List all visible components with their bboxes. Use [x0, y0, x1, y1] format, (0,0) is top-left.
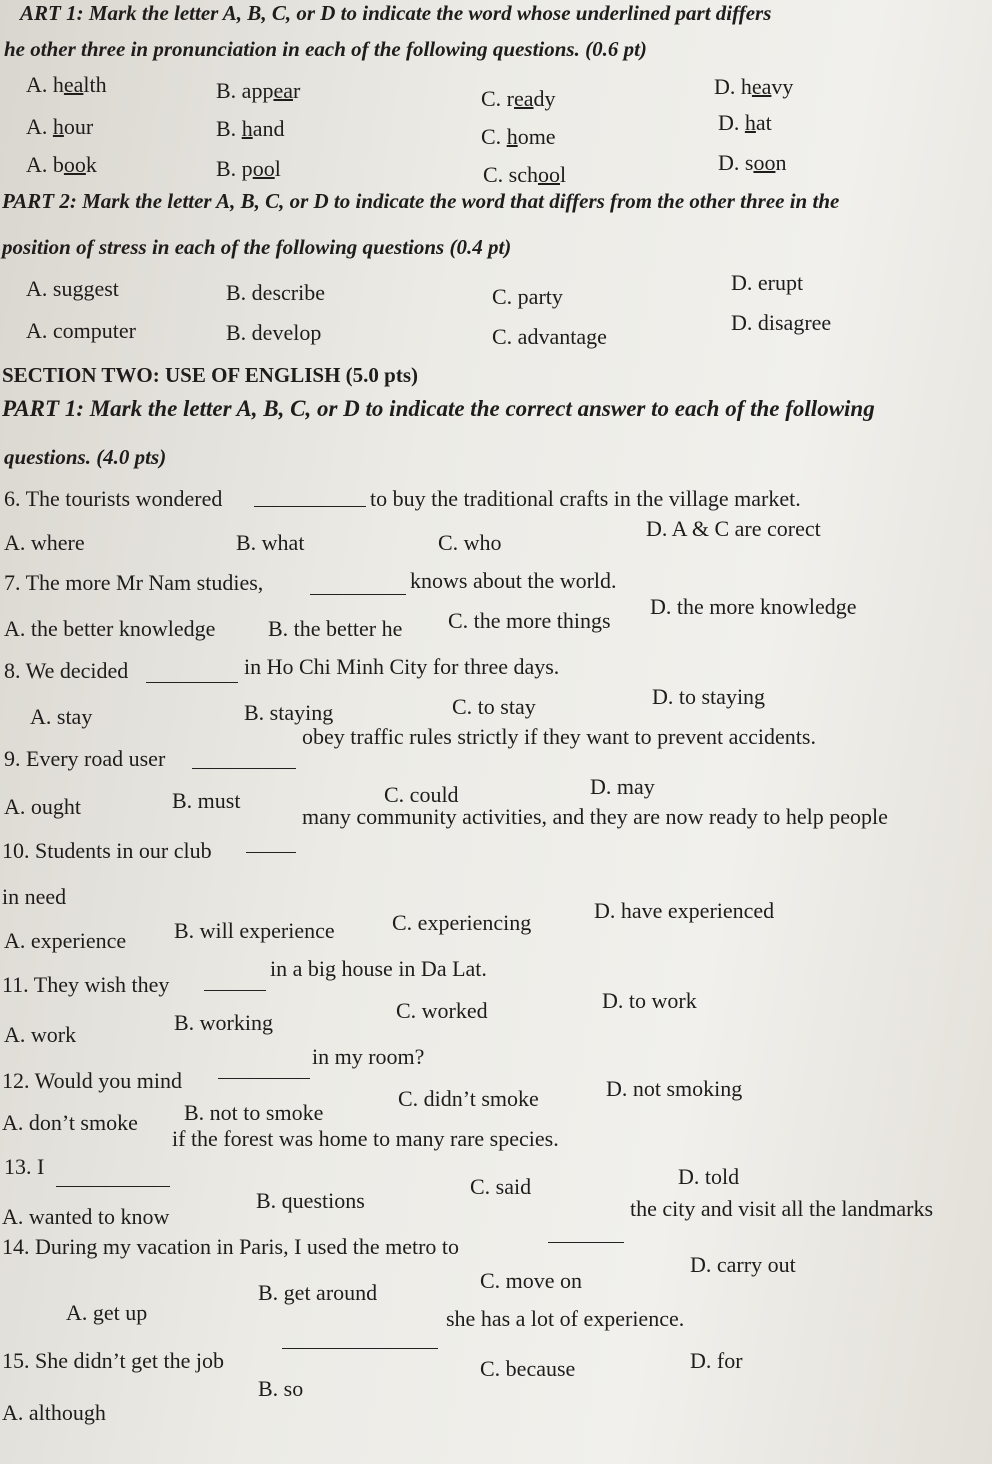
q12-stem-rest: in my room? [312, 1044, 425, 1069]
q8-option-b: B. staying [244, 700, 334, 725]
q3-option-b: B. pool [216, 156, 281, 181]
q12-option-a: A. don’t smoke [2, 1110, 138, 1135]
q11-blank [204, 970, 266, 991]
q6-stem-rest: to buy the traditional crafts in the village market. [370, 486, 801, 511]
q2-option-b: B. hand [216, 116, 285, 141]
part1-header-line2: he other three in pronunciation in each of the following questions. (0.6 pt) [4, 37, 647, 61]
q7-option-a: A. the better knowledge [4, 616, 216, 641]
q5-option-b: B. develop [226, 320, 322, 345]
q13-option-d: D. told [678, 1164, 740, 1189]
q8-option-d: D. to staying [652, 684, 766, 709]
q9-option-c: C. could [384, 782, 459, 807]
q8-option-a: A. stay [30, 704, 93, 729]
q9-option-b: B. must [172, 788, 241, 813]
part2-header-line2: position of stress in each of the following questions (0.4 pt) [2, 235, 512, 259]
q13-stem-rest: if the forest was home to many rare species. [172, 1126, 559, 1151]
q15-option-d: D. for [690, 1348, 743, 1373]
q14-option-d: D. carry out [690, 1252, 796, 1277]
q11-stem-rest: in a big house in Da Lat. [270, 956, 487, 981]
q12-option-c: C. didn’t smoke [398, 1086, 539, 1111]
q1-option-d: D. heavy [714, 74, 794, 99]
q13-option-c: C. said [470, 1174, 532, 1199]
q13-stem: 13. I [4, 1154, 45, 1179]
q9-stem: 9. Every road user [4, 746, 166, 771]
q10-blank [246, 832, 296, 853]
q15-option-a: A. although [2, 1400, 106, 1425]
q15-stem-rest: she has a lot of experience. [446, 1306, 685, 1331]
q9-option-a: A. ought [4, 794, 81, 819]
q10-stem: 10. Students in our club [2, 838, 212, 863]
q4-option-b: B. describe [226, 280, 325, 305]
q6-blank [254, 486, 366, 507]
q6-option-d: D. A & C are corect [646, 516, 821, 541]
q11-option-b: B. working [174, 1010, 273, 1035]
s2-part1-header-line2: questions. (4.0 pts) [4, 445, 167, 469]
part2-header-line1: PART 2: Mark the letter A, B, C, or D to indicate the word that differs from the other three in the [2, 189, 840, 213]
q6-option-b: B. what [236, 530, 305, 555]
q3-option-d: D. soon [718, 150, 787, 175]
q1-option-c: C. ready [481, 86, 556, 111]
q15-blank [282, 1328, 438, 1349]
q8-option-c: C. to stay [452, 694, 536, 719]
q10-option-d: D. have experienced [594, 898, 775, 923]
q11-option-d: D. to work [602, 988, 697, 1013]
q1-option-b: B. appear [216, 78, 301, 103]
q10-option-a: A. experience [4, 928, 127, 953]
q1-option-a: A. health [26, 72, 107, 97]
q5-option-d: D. disagree [731, 310, 832, 335]
q14-option-c: C. move on [480, 1268, 583, 1293]
q12-option-b: B. not to smoke [184, 1100, 324, 1125]
q6-option-a: A. where [4, 530, 85, 555]
q10-option-c: C. experiencing [392, 910, 532, 935]
q13-option-b: B. questions [256, 1188, 365, 1213]
q14-option-a: A. get up [66, 1300, 148, 1325]
q7-stem: 7. The more Mr Nam studies, [4, 570, 264, 595]
section-two-title: SECTION TWO: USE OF ENGLISH (5.0 pts) [2, 363, 419, 387]
q8-stem: 8. We decided [4, 658, 129, 683]
q7-option-b: B. the better he [268, 616, 403, 641]
q10-stem-end: in need [2, 884, 67, 909]
q9-option-d: D. may [590, 774, 655, 799]
q12-stem: 12. Would you mind [2, 1068, 182, 1093]
q11-option-c: C. worked [396, 998, 488, 1023]
q13-blank [56, 1166, 170, 1187]
q14-stem: 14. During my vacation in Paris, I used the metro to [2, 1234, 460, 1259]
q10-stem-rest: many community activities, and they are now ready to help people [302, 804, 888, 829]
q2-option-c: C. home [481, 124, 556, 149]
q7-blank [310, 574, 406, 595]
q14-blank [548, 1222, 624, 1243]
q5-option-c: C. advantage [492, 324, 607, 349]
q8-blank [146, 662, 238, 683]
s2-part1-header-line1: PART 1: Mark the letter A, B, C, or D to indicate the correct answer to each of the following [2, 396, 875, 421]
q15-stem: 15. She didn’t get the job [2, 1348, 225, 1373]
q7-stem-rest: knows about the world. [410, 568, 617, 593]
q5-option-a: A. computer [26, 318, 136, 343]
q4-option-c: C. party [492, 284, 563, 309]
q7-option-d: D. the more knowledge [650, 594, 857, 619]
q2-option-a: A. hour [26, 114, 94, 139]
q15-option-c: C. because [480, 1356, 576, 1381]
q15-option-b: B. so [258, 1376, 304, 1401]
q3-option-c: C. school [483, 162, 567, 187]
q2-option-d: D. hat [718, 110, 772, 135]
q4-option-a: A. suggest [26, 276, 119, 301]
q11-option-a: A. work [4, 1022, 77, 1047]
q14-option-b: B. get around [258, 1280, 378, 1305]
q12-option-d: D. not smoking [606, 1076, 743, 1101]
q6-option-c: C. who [438, 530, 502, 555]
q3-option-a: A. book [26, 152, 97, 177]
q9-blank [192, 748, 296, 769]
q14-stem-rest: the city and visit all the landmarks [630, 1196, 934, 1221]
q7-option-c: C. the more things [448, 608, 611, 633]
q9-stem-rest: obey traffic rules strictly if they want to prevent accidents. [302, 724, 816, 749]
q13-option-a: A. wanted to know [2, 1204, 170, 1229]
q8-stem-rest: in Ho Chi Minh City for three days. [244, 654, 560, 679]
q11-stem: 11. They wish they [2, 972, 170, 997]
q10-option-b: B. will experience [174, 918, 335, 943]
q12-blank [218, 1058, 310, 1079]
q6-stem: 6. The tourists wondered [4, 486, 223, 511]
part1-header-line1: ART 1: Mark the letter A, B, C, or D to indicate the word whose underlined part differs [20, 1, 772, 25]
q4-option-d: D. erupt [731, 270, 804, 295]
